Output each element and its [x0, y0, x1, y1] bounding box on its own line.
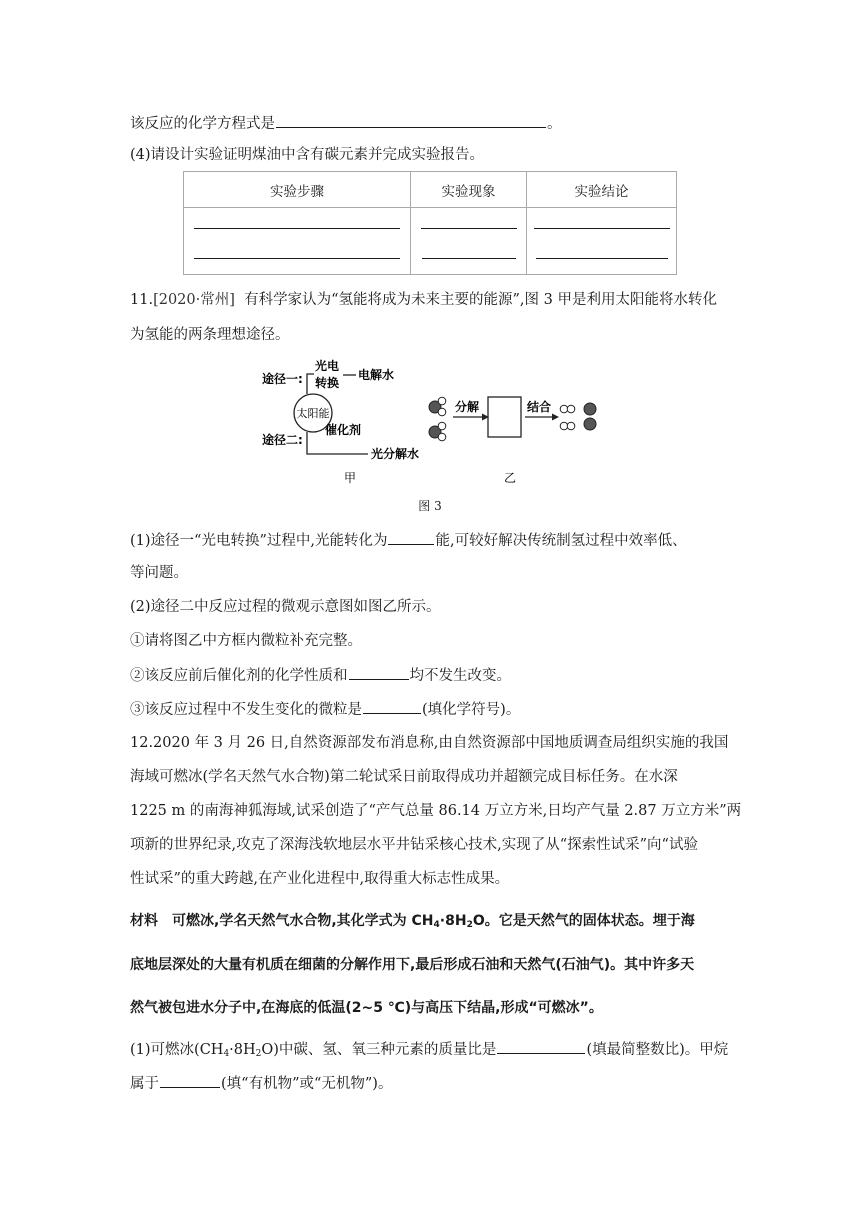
q11-part1-text-a: (1)途径一“光电转换”过程中,光能转化为 — [130, 533, 388, 549]
q12-part1-text-a: (1)可燃冰(CH — [130, 1042, 224, 1058]
material-text-a: 材料 可燃冰,学名天然气水合物,其化学式为 CH — [130, 913, 434, 929]
material-sub4: 4 — [433, 920, 440, 930]
q11-source: [2020·常州] — [153, 292, 235, 308]
equation-line — [130, 113, 562, 134]
q12-part1-line1 — [130, 1039, 728, 1064]
material-text-b: O。它是天然气的固体状态。埋于海 — [472, 913, 695, 929]
path1-label: 途径一: — [262, 372, 303, 386]
q11-part2-3 — [130, 699, 520, 720]
photolysis-label: 光分解水 — [371, 447, 420, 461]
pv-label-1: 光电 — [315, 359, 340, 373]
table-answer-row — [184, 208, 677, 275]
steps-answer-cell[interactable] — [184, 208, 411, 275]
q10-part4: (4)请设计实验证明煤油中含有碳元素并完成实验报告。 — [130, 147, 485, 163]
energy-blank[interactable] — [388, 530, 434, 545]
header-conclusion: 实验结论 — [527, 172, 677, 208]
q12-para-line: 海域可燃冰(学名天然气水合物)第二轮试采日前取得成功并超额完成目标任务。在水深 — [130, 769, 678, 785]
equation-prefix: 该反应的化学方程式是 — [130, 116, 275, 132]
phenomenon-answer-cell[interactable] — [411, 208, 527, 275]
q11-part2-2 — [130, 665, 511, 686]
answer-line — [536, 258, 668, 259]
q11-part1-text-b: 能,可较好解决传统制氢过程中效率低、 — [435, 533, 687, 549]
water-molecule-icon — [429, 397, 446, 416]
water-molecule-icon — [429, 422, 446, 441]
q11-part1-line2: 等问题。 — [130, 565, 188, 581]
header-phenomenon: 实验现象 — [411, 172, 527, 208]
q11-intro-text: 有科学家认为“氢能将成为未来主要的能源”,图 3 甲是利用太阳能将水转化 — [244, 292, 717, 308]
figure-caption: 图 3 — [418, 499, 442, 513]
material-line1 — [130, 911, 695, 935]
q11-intro-a — [130, 290, 717, 310]
conclusion-answer-cell[interactable] — [527, 208, 677, 275]
q12-part1-text-b: O)中碳、氢、氧三种元素的质量比是 — [261, 1042, 497, 1058]
q12-part1-text-d: 属于 — [130, 1076, 159, 1092]
material-line2: 底地层深处的大量有机质在细菌的分解作用下,最后形成石油和天然气(石油气)。其中许多天 — [130, 957, 695, 973]
empty-answer-box[interactable] — [488, 397, 521, 437]
answer-line — [194, 228, 400, 229]
catalyst-label: 催化剂 — [325, 423, 362, 437]
table-header-row — [184, 172, 677, 208]
equation-suffix: 。 — [547, 116, 562, 132]
q11-part2-3-text-b: (填化学符号)。 — [422, 702, 521, 718]
electrolysis-label: 电解水 — [358, 368, 395, 382]
combine-label: 结合 — [527, 400, 552, 414]
substance-type-blank[interactable] — [160, 1073, 220, 1088]
sun-label: 太阳能 — [296, 407, 330, 420]
q12-part1-text-c: (填最简整数比)。甲烷 — [586, 1042, 729, 1058]
hydrogen-molecule-icon — [560, 422, 575, 430]
q12-para-line: 性试采”的重大跨越,在产业化进程中,取得重大标志性成果。 — [130, 871, 510, 887]
label-jia: 甲 — [343, 471, 357, 485]
figure-3 — [262, 359, 630, 490]
material-mid: ·8H — [439, 913, 467, 929]
q12-part1-line2 — [130, 1073, 392, 1094]
q11-part2-1: ①请将图乙中方框内微粒补充完整。 — [130, 633, 362, 649]
path1-line — [307, 374, 314, 394]
arrow-head-icon — [552, 414, 559, 421]
q11-part2-3-text-a: ③该反应过程中不发生变化的微粒是 — [130, 702, 362, 718]
material-line3: 然气被包进水分子中,在海底的低温(2~5 ℃)与高压下结晶,形成“可燃冰”。 — [130, 1000, 603, 1016]
mass-ratio-blank[interactable] — [497, 1039, 585, 1054]
oxygen-molecule-icon — [584, 403, 596, 430]
equation-blank[interactable] — [276, 113, 546, 128]
pv-label-2: 转换 — [315, 376, 340, 390]
q11-part2-2-text-b: 均不发生改变。 — [409, 668, 511, 684]
q12-para-line: 项新的世界纪录,攻克了深海浅软地层水平井钻采核心技术,实现了从“探索性试采”向“试验 — [130, 837, 698, 853]
answer-line — [534, 228, 670, 229]
experiment-report-table — [183, 171, 677, 275]
q12-part1-sub2: 2 — [255, 1049, 262, 1059]
answer-line — [194, 258, 400, 259]
answer-line — [421, 228, 517, 229]
particle-blank[interactable] — [363, 699, 421, 714]
q12-para-line: 1225 m 的南海神狐海域,试采创造了“产气总量 86.14 万立方米,日均产气量 2.87 万立方米”两 — [130, 803, 742, 819]
q11-part1-line1 — [130, 530, 687, 551]
q12-part1-text-e: (填“有机物”或“无机物”)。 — [221, 1076, 393, 1092]
hydrogen-molecule-icon — [560, 405, 575, 413]
q11-intro-b: 为氢能的两条理想途径。 — [130, 327, 290, 343]
q11-part2: (2)途径二中反应过程的微观示意图如图乙所示。 — [130, 599, 441, 615]
q12-para-line: 12.2020 年 3 月 26 日,自然资源部发布消息称,由自然资源部中国地质调查局组织实施的我国 — [130, 735, 729, 751]
property-blank[interactable] — [349, 665, 409, 680]
header-steps: 实验步骤 — [184, 172, 411, 208]
q11-number: 11. — [130, 292, 154, 308]
q12-part1-mid: ·8H — [229, 1042, 256, 1058]
material-sub2: 2 — [466, 920, 473, 930]
decompose-label: 分解 — [455, 400, 480, 414]
label-yi: 乙 — [503, 471, 517, 485]
q12-part1-sub4: 4 — [223, 1049, 230, 1059]
answer-line — [422, 258, 516, 259]
q11-part2-2-text-a: ②该反应前后催化剂的化学性质和 — [130, 668, 348, 684]
path2-label: 途径二: — [262, 433, 303, 447]
